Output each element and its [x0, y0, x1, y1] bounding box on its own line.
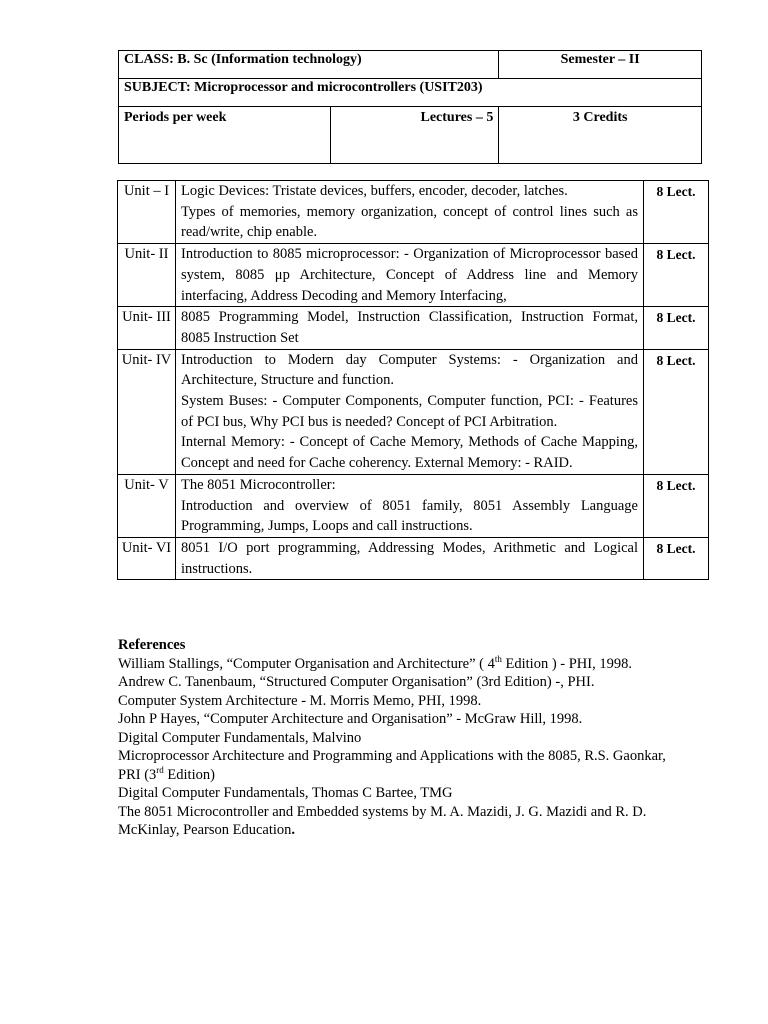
reference-item: William Stallings, “Computer Organisation and Architecture” ( 4th Edition ) - PHI, 1998.	[118, 653, 632, 672]
unit-topic-text: 8051 I/O port programming, Addressing Modes, Arithmetic and Logical instructions.	[181, 539, 638, 577]
unit-topic-text: Logic Devices: Tristate devices, buffers, encoder, decoder, latches.	[181, 183, 568, 199]
unit-number: Unit- V	[118, 474, 176, 537]
unit-content	[176, 474, 644, 537]
unit-lectures: 8 Lect.	[644, 181, 709, 244]
unit-content	[176, 244, 644, 307]
unit-row	[118, 474, 709, 537]
unit-row	[118, 349, 709, 474]
unit-topic-text: Introduction to 8085 microprocessor: - Organization of Microprocessor based system, 8085 μp Architecture, Concept of Address line and Memory interfacing, Address Decoding and Memory Interfacing,	[181, 246, 638, 304]
unit-row	[118, 537, 709, 579]
class-label: CLASS: B. Sc (Information technology)	[119, 51, 499, 79]
unit-topic-text: System Buses: - Computer Components, Computer function, PCI: - Features of PCI bus, Why PCI bus is needed? Concept of PCI Arbitration.	[181, 393, 638, 430]
reference-item: John P Hayes, “Computer Architecture and Organisation” - McGraw Hill, 1998.	[118, 711, 583, 727]
unit-content	[176, 349, 644, 474]
periods-label: Periods per week	[119, 107, 331, 164]
unit-content	[176, 307, 644, 349]
unit-lectures: 8 Lect.	[644, 474, 709, 537]
unit-number: Unit- III	[118, 307, 176, 349]
unit-topic-text: The 8051 Microcontroller:	[181, 476, 336, 493]
unit-topic-text: 8085 Programming Model, Instruction Classification, Instruction Format, 8085 Instruction Set	[181, 309, 638, 346]
semester-label: Semester – II	[499, 51, 702, 79]
reference-item-cont: PRI (3rd Edition)	[118, 764, 215, 783]
reference-item: Microprocessor Architecture and Programming and Applications with the 8085, R.S. Gaonkar,	[118, 748, 666, 764]
unit-number: Unit- VI	[118, 537, 176, 579]
reference-item: Digital Computer Fundamentals, Thomas C Bartee, TMG	[118, 785, 453, 801]
lectures-label: Lectures – 5	[330, 107, 499, 164]
references-title: References	[118, 637, 186, 653]
unit-lectures: 8 Lect.	[644, 307, 709, 349]
unit-topic-text: Introduction to Modern day Computer Systems: - Organization and Architecture, Structure and function.	[181, 351, 638, 389]
unit-lectures: 8 Lect.	[644, 537, 709, 579]
course-header-table	[118, 50, 702, 164]
unit-topic-text: Introduction and overview of 8051 family, 8051 Assembly Language Programming, Jumps, Loops and call instructions.	[181, 497, 638, 535]
references-section	[118, 636, 718, 840]
unit-number: Unit – I	[118, 181, 176, 244]
unit-row	[118, 307, 709, 349]
syllabus-units-table	[117, 180, 709, 580]
unit-row	[118, 181, 709, 244]
reference-item: Digital Computer Fundamentals, Malvino	[118, 729, 362, 746]
unit-topic-text: Internal Memory: - Concept of Cache Memory, Methods of Cache Mapping, Concept and need for Cache coherency. External Memory: - RAID.	[181, 434, 638, 472]
credits-label: 3 Credits	[499, 107, 702, 164]
unit-content	[176, 537, 644, 579]
reference-item: Andrew C. Tanenbaum, “Structured Computer Organisation” (3rd Edition) -, PHI.	[118, 674, 595, 690]
reference-item: Computer System Architecture - M. Morris Memo, PHI, 1998.	[118, 692, 482, 709]
units-body	[118, 181, 709, 580]
unit-lectures: 8 Lect.	[644, 349, 709, 474]
subject-label: SUBJECT: Microprocessor and microcontrollers (USIT203)	[119, 79, 702, 107]
reference-item-cont: McKinlay, Pearson Education.	[118, 822, 296, 838]
unit-number: Unit- IV	[118, 349, 176, 474]
unit-row	[118, 244, 709, 307]
unit-lectures: 8 Lect.	[644, 244, 709, 307]
reference-item: The 8051 Microcontroller and Embedded systems by M. A. Mazidi, J. G. Mazidi and R. D.	[118, 803, 647, 820]
unit-topic-text: Types of memories, memory organization, concept of control lines such as read/write, chip enable.	[181, 203, 638, 241]
unit-content	[176, 181, 644, 244]
unit-number: Unit- II	[118, 244, 176, 307]
